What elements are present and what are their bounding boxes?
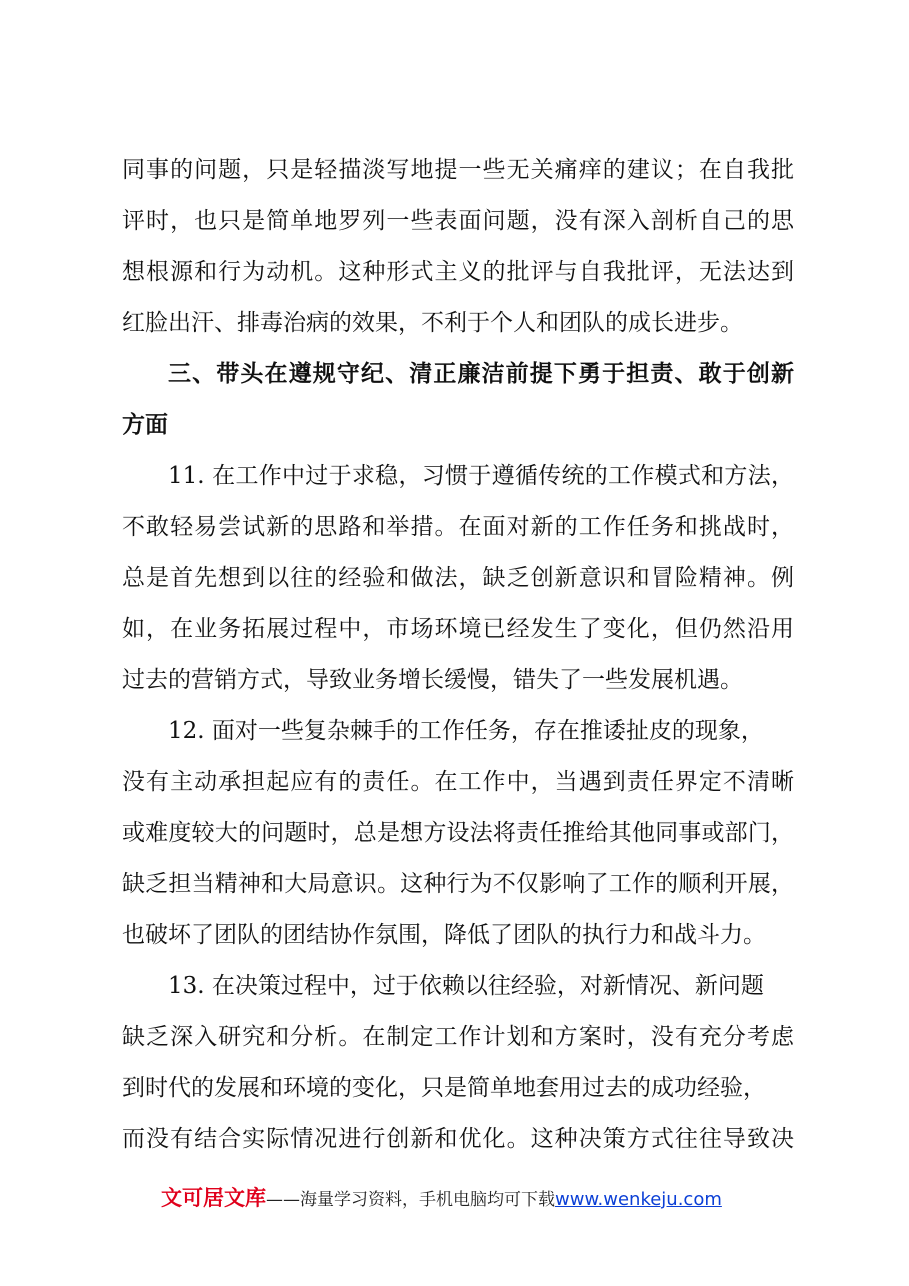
section-heading: 三、带头在遵规守纪、清正廉洁前提下勇于担责、敢于创新 xyxy=(168,361,794,387)
footer-banner xyxy=(161,1181,781,1215)
paragraph-item-12: 12. 面对一些复杂棘手的工作任务，存在推诿扯皮的现象， xyxy=(168,718,764,744)
document-body xyxy=(122,150,794,1170)
section-heading-continued: 方面 xyxy=(122,412,168,438)
text-line: 总是首先想到以往的经验和做法，缺乏创新意识和冒险精神。例 xyxy=(122,565,794,591)
text-line: 而没有结合实际情况进行创新和优化。这种决策方式往往导致决 xyxy=(122,1126,794,1152)
text-line: 缺乏担当精神和大局意识。这种行为不仅影响了工作的顺利开展， xyxy=(122,871,794,897)
text-line: 同事的问题，只是轻描淡写地提一些无关痛痒的建议；在自我批 xyxy=(122,157,794,183)
footer-tagline: ——海量学习资料，手机电脑均可下载 xyxy=(266,1190,555,1210)
text-line: 评时，也只是简单地罗列一些表面问题，没有深入剖析自己的思 xyxy=(122,208,794,234)
footer-website-link[interactable]: www.wenkeju.com xyxy=(555,1189,722,1210)
text-line: 想根源和行为动机。这种形式主义的批评与自我批评，无法达到 xyxy=(122,259,794,285)
paragraph-item-13: 13. 在决策过程中，过于依赖以往经验，对新情况、新问题 xyxy=(168,973,764,999)
text-line: 或难度较大的问题时，总是想方设法将责任推给其他同事或部门， xyxy=(122,820,794,846)
text-line: 红脸出汗、排毒治病的效果，不利于个人和团队的成长进步。 xyxy=(122,310,743,336)
text-line: 没有主动承担起应有的责任。在工作中，当遇到责任界定不清晰 xyxy=(122,769,794,795)
text-line: 也破坏了团队的团结协作氛围，降低了团队的执行力和战斗力。 xyxy=(122,922,766,948)
text-line: 缺乏深入研究和分析。在制定工作计划和方案时，没有充分考虑 xyxy=(122,1024,794,1050)
text-line: 不敢轻易尝试新的思路和举措。在面对新的工作任务和挑战时， xyxy=(122,514,794,540)
text-line: 过去的营销方式，导致业务增长缓慢，错失了一些发展机遇。 xyxy=(122,667,743,693)
text-line: 如，在业务拓展过程中，市场环境已经发生了变化，但仍然沿用 xyxy=(122,616,794,642)
paragraph-item-11: 11. 在工作中过于求稳，习惯于遵循传统的工作模式和方法， xyxy=(168,463,794,489)
text-line: 到时代的发展和环境的变化，只是简单地套用过去的成功经验， xyxy=(122,1075,766,1101)
footer-brand: 文可居文库 xyxy=(161,1186,266,1210)
